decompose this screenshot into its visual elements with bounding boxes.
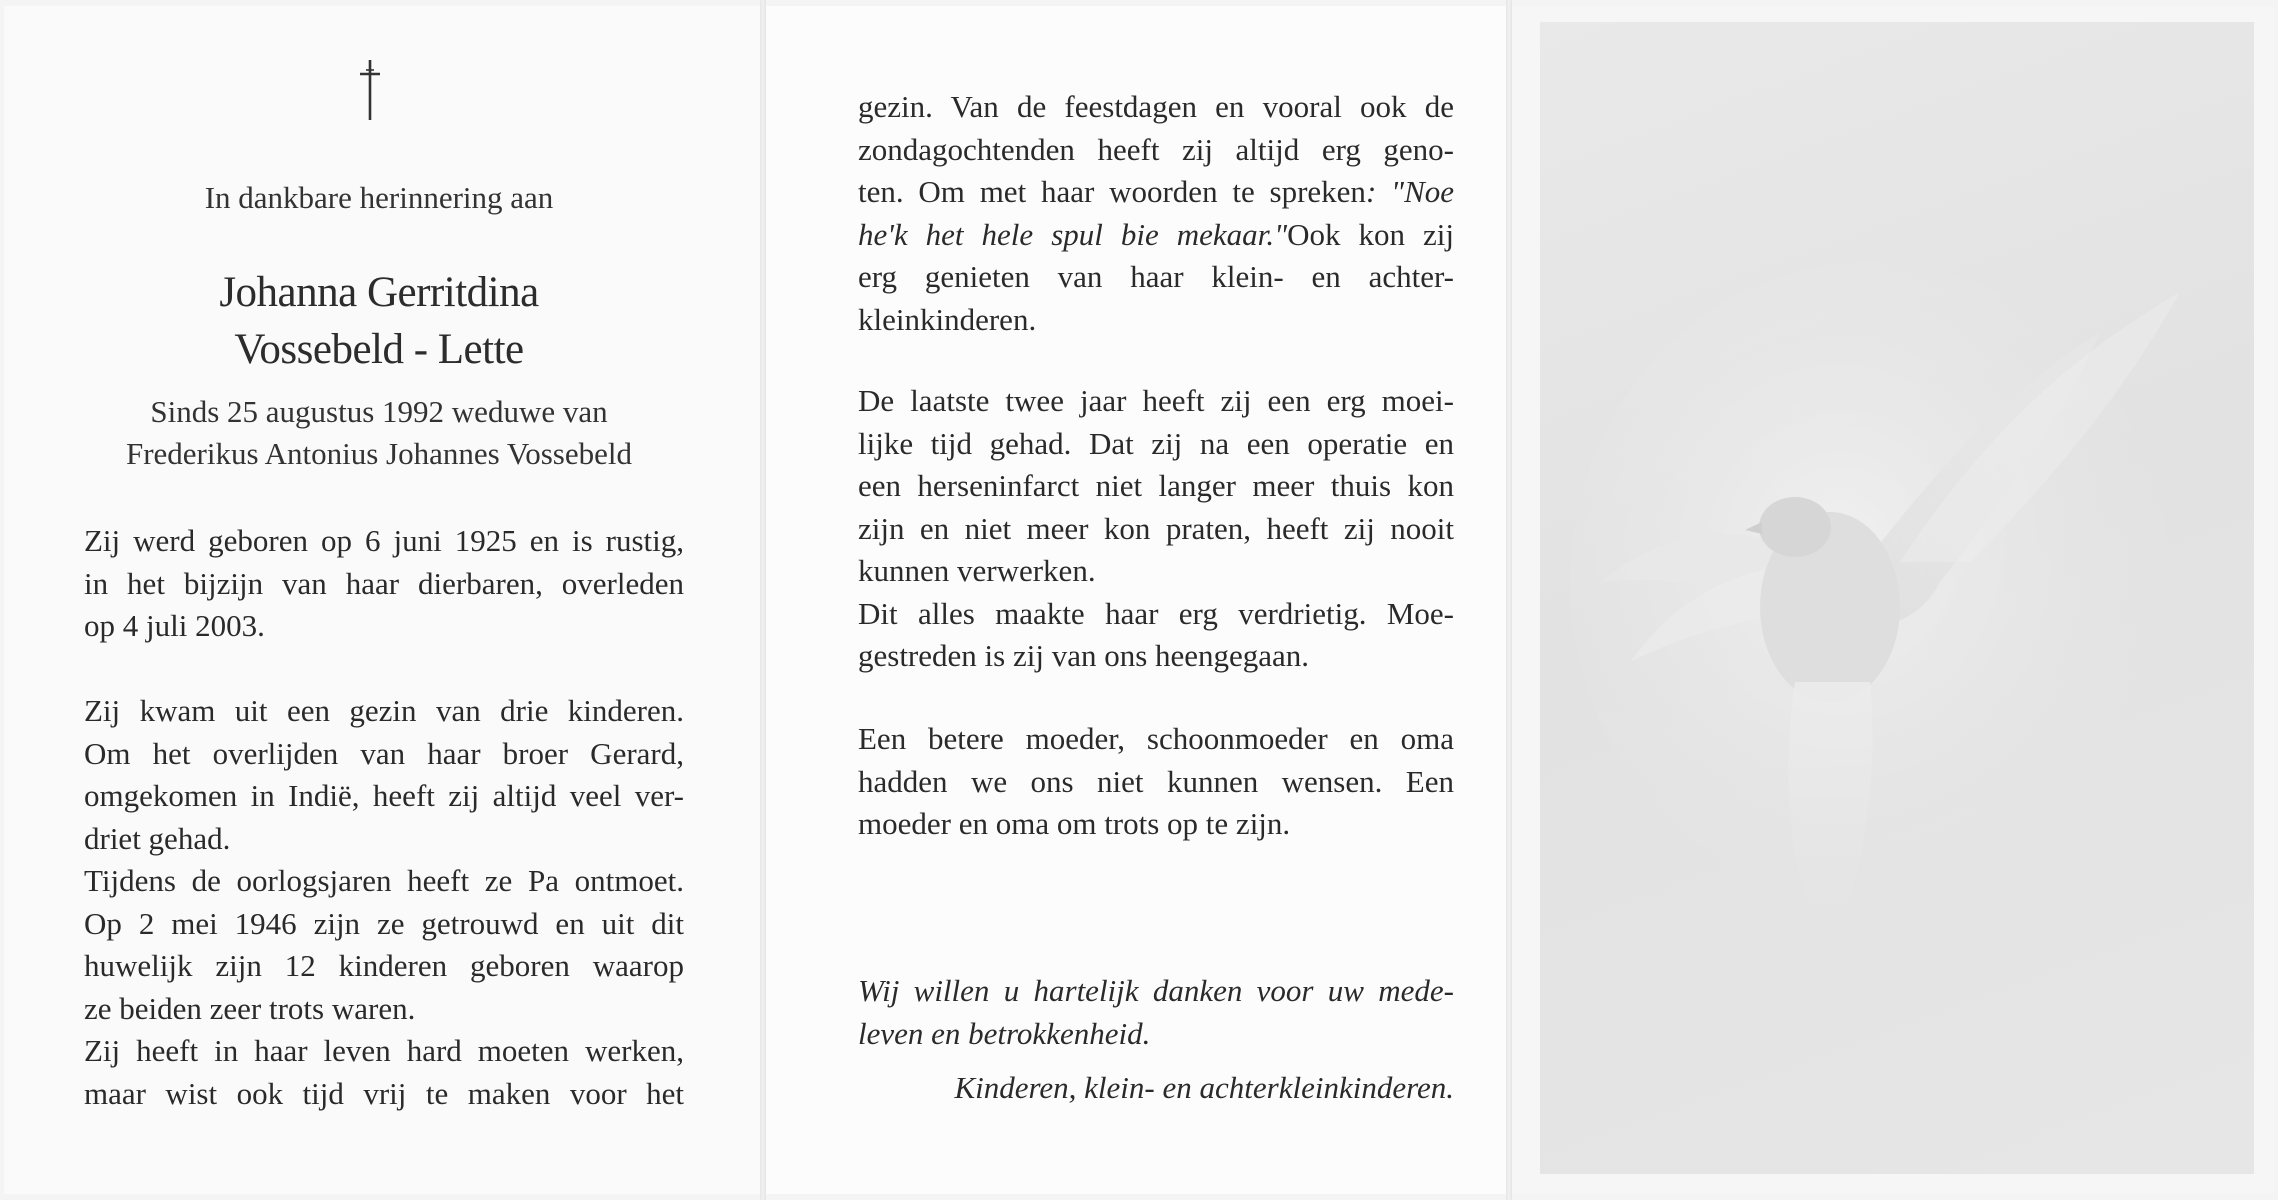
text-line: driet gehad. <box>84 820 231 856</box>
dove-photo <box>1540 22 2254 1174</box>
text-fragment: ten. Om met haar woorden te spreken <box>858 174 1366 209</box>
text-line: kunnen verwerken. <box>858 553 1096 588</box>
text-line: in het bijzijn van haar dierbaren, overleden <box>84 565 684 601</box>
text-line: Zij heeft in haar leven hard moeten werken, <box>84 1033 684 1068</box>
signature: Kinderen, klein- en achterkleinkinderen. <box>954 1070 1454 1105</box>
text-line: maar wist ook tijd vrij te maken voor het <box>84 1075 684 1111</box>
mother-paragraph <box>858 718 1454 846</box>
text-line: Wij willen u hartelijk danken voor uw mede- <box>858 973 1454 1008</box>
text-line: hadden we ons niet kunnen wensen. Een <box>858 763 1454 799</box>
text-line: op 4 juli 2003. <box>84 608 265 643</box>
deceased-name-last: Vossebeld - Lette <box>234 326 524 373</box>
text-line <box>858 171 1454 214</box>
text-line: gezin. Van de feestdagen en vooral ook de <box>858 89 1454 124</box>
spouse-name: Frederikus Antonius Johannes Vossebeld <box>125 436 633 471</box>
text-line: Zij werd geboren op 6 juni 1925 en is rustig, <box>84 523 684 558</box>
dove-icon <box>1540 22 2254 1174</box>
text-line: De laatste twee jaar heeft zij een erg moei- <box>858 383 1454 418</box>
text-line: gestreden is zij van ons heengegaan. <box>858 638 1310 673</box>
text-line: Op 2 mei 1946 zijn ze getrouwd en uit dit <box>84 905 684 941</box>
thanks-paragraph <box>858 970 1454 1055</box>
text-line: moeder en oma om trots op te zijn. <box>858 806 1291 841</box>
dialect-quote: : "Noe <box>1365 174 1455 209</box>
birth-death-paragraph <box>84 520 684 648</box>
intro-text: In dankbare herinnering aan <box>204 180 554 215</box>
text-line: erg genieten van haar klein- en achter- <box>858 259 1454 294</box>
text-line: Dit alles maakte haar erg verdrietig. Moe- <box>858 595 1454 631</box>
dialect-quote: he'k het hele spul bie mekaar." <box>858 216 1288 252</box>
text-line <box>858 214 1454 257</box>
family-paragraph <box>84 690 684 1115</box>
card-fold <box>1506 0 1512 1200</box>
text-line: lijke tijd gehad. Dat zij na een operatie en <box>858 425 1454 461</box>
text-line: Zij kwam uit een gezin van drie kinderen. <box>84 693 684 728</box>
cross-icon <box>350 56 390 122</box>
text-line: huwelijk zijn 12 kinderen geboren waarop <box>84 948 684 983</box>
card-fold <box>760 0 766 1200</box>
text-line: kleinkinderen. <box>858 301 1037 337</box>
continued-paragraph <box>858 86 1454 341</box>
deceased-name-first: Johanna Gerritdina <box>219 269 539 316</box>
text-line: Tijdens de oorlogsjaren heeft ze Pa ontmoet. <box>84 863 684 898</box>
text-line: zondagochtenden heeft zij altijd erg geno- <box>858 131 1454 167</box>
text-line: omgekomen in Indië, heeft zij altijd veel ver- <box>84 778 684 813</box>
widow-line: Sinds 25 augustus 1992 weduwe van <box>150 394 608 429</box>
text-line: Om het overlijden van haar broer Gerard, <box>84 735 684 771</box>
text-line: ze beiden zeer trots waren. <box>84 990 416 1026</box>
text-fragment: Ook kon zij <box>1287 216 1454 252</box>
text-line: leven en betrokkenheid. <box>858 1015 1151 1051</box>
text-line: Een betere moeder, schoonmoeder en oma <box>858 721 1454 756</box>
text-line: een herseninfarct niet langer meer thuis kon <box>858 468 1454 503</box>
last-years-paragraph <box>858 380 1454 678</box>
text-line: zijn en niet meer kon praten, heeft zij nooit <box>858 510 1454 546</box>
